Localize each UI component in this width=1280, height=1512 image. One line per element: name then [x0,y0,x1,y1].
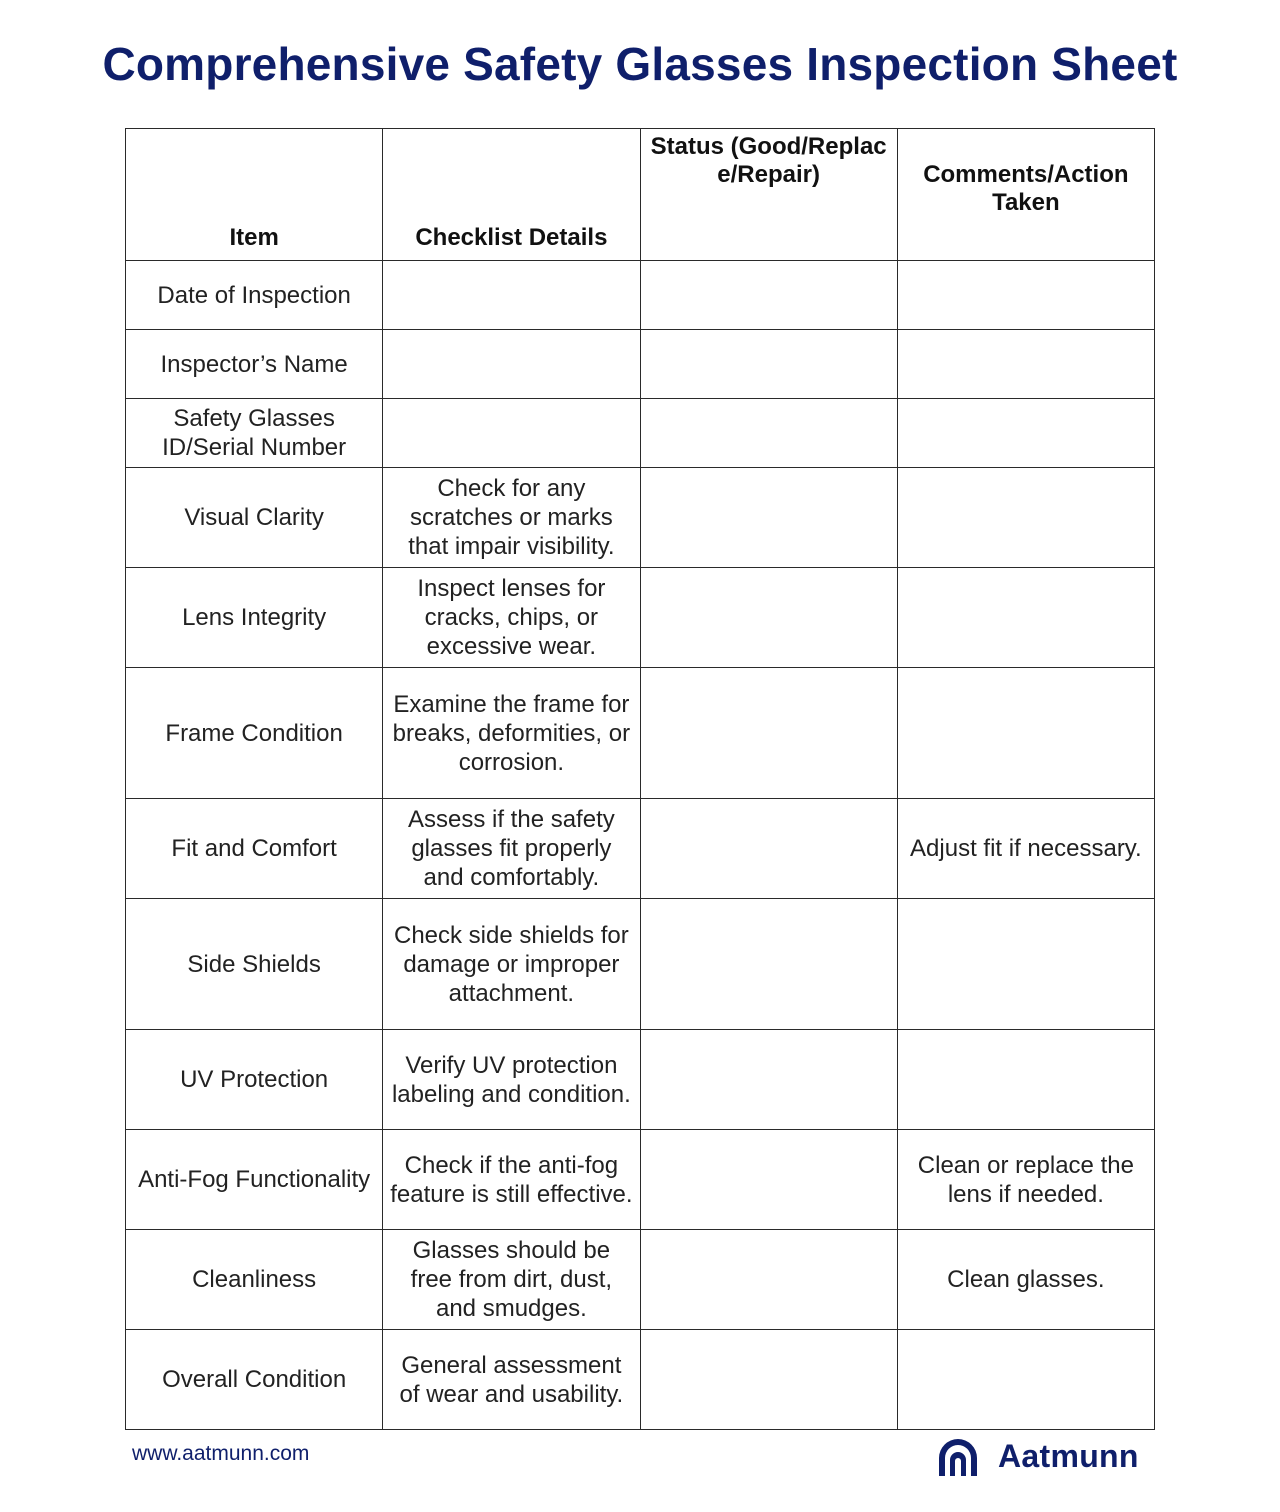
item-cell: Lens Integrity [126,568,383,668]
status-cell[interactable] [640,1330,897,1430]
comments-cell[interactable] [897,1330,1154,1430]
details-cell: Inspect lenses for cracks, chips, or excessive wear. [383,568,640,668]
details-cell: Examine the frame for breaks, deformities, or corrosion. [383,668,640,799]
table-row [126,568,1155,668]
details-cell: General assessment of wear and usability. [383,1330,640,1430]
header-item: Item [126,129,383,261]
status-cell[interactable] [640,668,897,799]
comments-cell: Clean or replace the lens if needed. [897,1130,1154,1230]
item-cell: Frame Condition [126,668,383,799]
item-cell: Side Shields [126,899,383,1030]
table-row [126,261,1155,330]
item-cell: UV Protection [126,1030,383,1130]
table-row [126,468,1155,568]
table-row [126,330,1155,399]
table-header-row [126,129,1155,261]
item-cell: Anti-Fog Functionality [126,1130,383,1230]
table-row [126,899,1155,1030]
status-cell[interactable] [640,330,897,399]
status-cell[interactable] [640,1130,897,1230]
details-cell: Check side shields for damage or improper attachment. [383,899,640,1030]
details-cell: Assess if the safety glasses fit properly and comfortably. [383,799,640,899]
details-cell: Check for any scratches or marks that impair visibility. [383,468,640,568]
aatmunn-arch-logo-icon [936,1436,980,1476]
item-cell: Visual Clarity [126,468,383,568]
header-checklist-details: Checklist Details [383,129,640,261]
comments-cell[interactable] [897,261,1154,330]
details-cell[interactable] [383,399,640,468]
details-cell: Check if the anti-fog feature is still effective. [383,1130,640,1230]
item-cell: Safety Glasses ID/Serial Number [126,399,383,468]
comments-cell[interactable] [897,899,1154,1030]
brand-name: Aatmunn [998,1437,1139,1474]
table-row [126,1230,1155,1330]
website-link[interactable]: www.aatmunn.com [132,1442,310,1465]
status-cell[interactable] [640,1030,897,1130]
details-cell: Glasses should be free from dirt, dust, and smudges. [383,1230,640,1330]
status-cell[interactable] [640,568,897,668]
status-cell[interactable] [640,1230,897,1330]
comments-cell[interactable] [897,668,1154,799]
item-cell: Date of Inspection [126,261,383,330]
comments-cell: Adjust fit if necessary. [897,799,1154,899]
details-cell: Verify UV protection labeling and condition. [383,1030,640,1130]
item-cell: Fit and Comfort [126,799,383,899]
table-row [126,399,1155,468]
status-cell[interactable] [640,261,897,330]
details-cell[interactable] [383,330,640,399]
comments-cell[interactable] [897,568,1154,668]
header-comments: Comments/Action Taken [897,129,1154,261]
item-cell: Cleanliness [126,1230,383,1330]
table-row [126,799,1155,899]
table-row [126,1330,1155,1430]
comments-cell[interactable] [897,468,1154,568]
status-cell[interactable] [640,468,897,568]
inspection-table [125,128,1155,1430]
brand-logo [936,1434,1139,1478]
page-title: Comprehensive Safety Glasses Inspection Sheet [102,38,1178,90]
details-cell[interactable] [383,261,640,330]
table-row [126,668,1155,799]
header-status: Status (Good/Replace/Repair) [640,129,897,261]
comments-cell: Clean glasses. [897,1230,1154,1330]
comments-cell[interactable] [897,330,1154,399]
comments-cell[interactable] [897,399,1154,468]
status-cell[interactable] [640,899,897,1030]
status-cell[interactable] [640,799,897,899]
comments-cell[interactable] [897,1030,1154,1130]
table-row [126,1130,1155,1230]
item-cell: Overall Condition [126,1330,383,1430]
item-cell: Inspector’s Name [126,330,383,399]
table-row [126,1030,1155,1130]
status-cell[interactable] [640,399,897,468]
